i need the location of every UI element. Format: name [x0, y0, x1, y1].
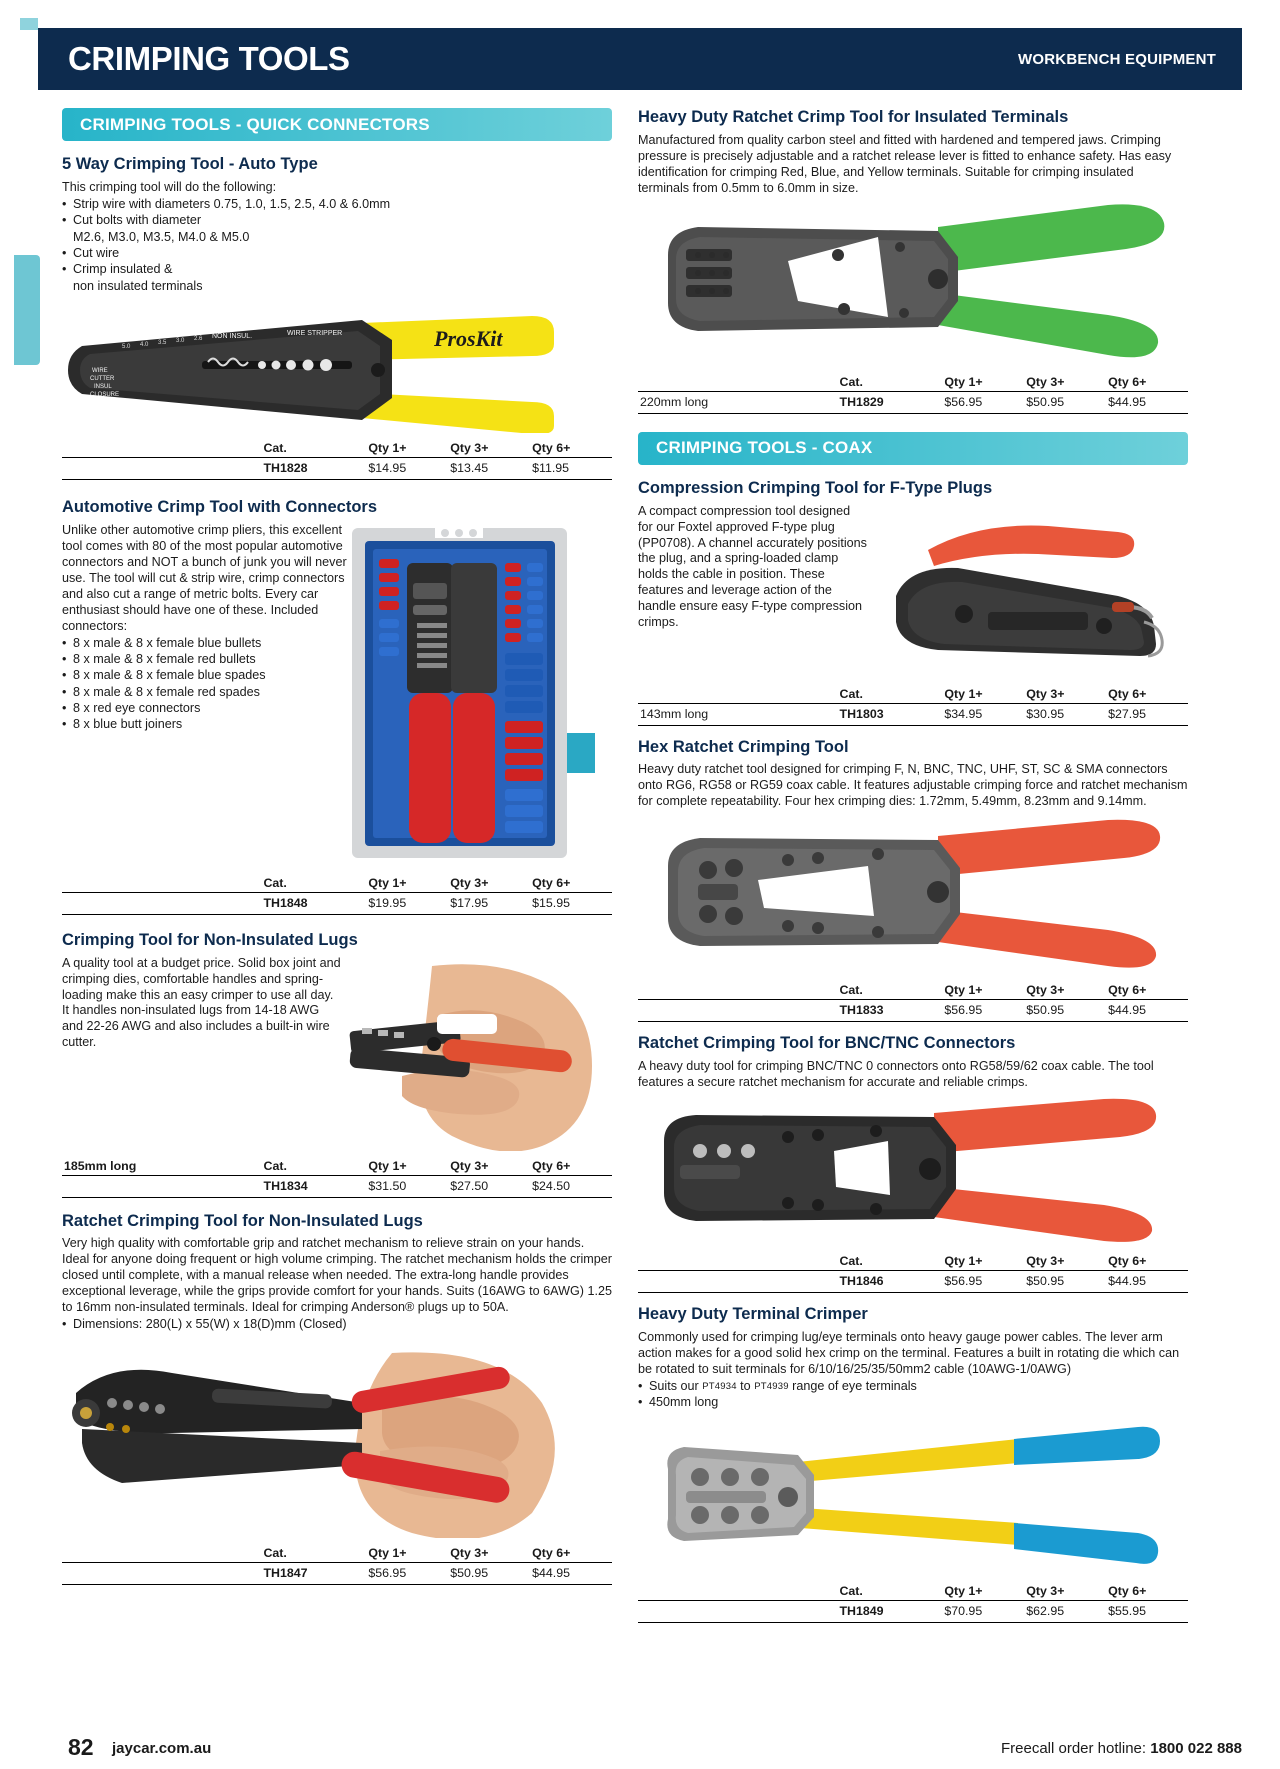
th-cat: Cat. — [261, 874, 366, 893]
page-footer — [0, 1717, 1280, 1769]
th-qty1: Qty 1+ — [366, 1157, 448, 1176]
row-note: 143mm long — [638, 703, 838, 725]
svg-text:ProsKit: ProsKit — [434, 325, 503, 351]
price-table-hex-ratchet — [638, 981, 1188, 1022]
bullet-item: • Cut wire — [62, 245, 612, 261]
bullet-subline: M2.6, M3.0, M3.5, M4.0 & M5.0 — [73, 229, 250, 244]
row-qty1: $14.95 — [366, 457, 448, 479]
row-cat: TH1849 — [837, 1600, 942, 1622]
bullet-item: • 8 x male & 8 x female blue bullets — [62, 635, 347, 651]
th-qty6: Qty 6+ — [1106, 981, 1188, 1000]
product-image-ratchet-non-insulated — [62, 1333, 612, 1538]
header-category: WORKBENCH EQUIPMENT — [1018, 50, 1216, 68]
bullet-item: • Cut bolts with diameter — [62, 212, 612, 228]
section-quick-connectors: CRIMPING TOOLS - QUICK CONNECTORS — [62, 108, 612, 141]
svg-text:3.5: 3.5 — [158, 339, 167, 346]
table-row — [638, 703, 1188, 725]
product-compression-f — [638, 479, 1188, 726]
row-qty3: $50.95 — [1024, 1000, 1106, 1022]
svg-text:WIRE: WIRE — [92, 367, 108, 374]
row-note — [638, 1600, 837, 1622]
hotline-number: 1800 022 888 — [1150, 1740, 1242, 1757]
product-hex-ratchet — [638, 738, 1188, 1023]
side-tab — [14, 255, 40, 365]
right-column — [638, 108, 1188, 1623]
svg-text:CUTTER: CUTTER — [90, 375, 115, 382]
product-desc: A heavy duty tool for crimping BNC/TNC 0 connectors onto RG58/59/62 coax cable. The tool features a secure ratchet mechanism for accurate and reliable crimps. — [638, 1059, 1154, 1090]
th-qty3: Qty 3+ — [448, 874, 530, 893]
product-title: Heavy Duty Ratchet Crimp Tool for Insulated Terminals — [638, 108, 1069, 126]
product-image-non-insulated — [342, 956, 612, 1151]
product-bullets — [62, 1316, 612, 1332]
product-image-hex-ratchet — [638, 810, 1188, 975]
th-qty1: Qty 1+ — [942, 373, 1024, 392]
bullet-prefix: Suits our — [649, 1378, 703, 1393]
row-qty6: $44.95 — [1106, 1000, 1188, 1022]
bullet-item-suits — [638, 1378, 1188, 1394]
row-cat: TH1828 — [261, 457, 366, 479]
row-qty3: $50.95 — [1024, 1271, 1106, 1293]
row-cat: TH1829 — [838, 391, 943, 413]
section-coax: CRIMPING TOOLS - COAX — [638, 432, 1188, 465]
row-qty3: $50.95 — [448, 1562, 530, 1584]
product-heavy-terminal — [638, 1305, 1188, 1622]
row-qty3: $50.95 — [1024, 391, 1106, 413]
product-ratchet-non-insulated — [62, 1212, 612, 1585]
price-table-automotive — [62, 874, 612, 915]
product-image-automotive — [347, 523, 612, 868]
table-row — [638, 1000, 1188, 1022]
row-cat: TH1847 — [261, 1562, 366, 1584]
th-qty6: Qty 6+ — [530, 1544, 612, 1563]
bullet-item: • 450mm long — [638, 1394, 1188, 1410]
bullet-subline-2: non insulated terminals — [73, 278, 203, 293]
product-title: Hex Ratchet Crimping Tool — [638, 737, 849, 756]
row-cat: TH1848 — [261, 892, 366, 914]
table-row — [62, 1562, 612, 1584]
page-title: CRIMPING TOOLS — [68, 40, 350, 77]
product-image-bnc-tnc — [638, 1091, 1188, 1246]
row-qty6: $44.95 — [1106, 1271, 1188, 1293]
th-note — [638, 1252, 837, 1271]
th-note — [638, 685, 838, 704]
cat-ref-2: PT4939 — [754, 1380, 789, 1392]
row-note — [62, 892, 261, 914]
row-qty3: $62.95 — [1024, 1600, 1106, 1622]
row-cat: TH1834 — [262, 1175, 367, 1197]
product-desc: Unlike other automotive crimp pliers, this excellent tool comes with 80 of the most popular automotive connectors and NOT a bunch of junk you will never use. The tool will cut & strip wire, crimp connectors and also cut a range of metric bolts. Every car enthusiast should have one of these. Included connectors: — [62, 522, 347, 633]
th-qty3: Qty 3+ — [448, 439, 530, 458]
th-qty3: Qty 3+ — [1024, 1252, 1106, 1271]
product-desc: A compact compression tool designed for our Foxtel approved F-type plug (PP0708). A channel accurately positions the plug, and a spring-loaded clamp holds the cable in position. These features and leverage action of the handle ensure easy F-type compression crimps. — [638, 503, 867, 630]
product-bullets — [62, 196, 612, 229]
left-column — [62, 108, 612, 1585]
th-cat: Cat. — [837, 981, 942, 1000]
bullet-item: • 8 x male & 8 x female red spades — [62, 684, 347, 700]
price-table-bnc-tnc — [638, 1252, 1188, 1293]
th-qty6: Qty 6+ — [1106, 1582, 1188, 1601]
row-qty6: $24.50 — [530, 1175, 612, 1197]
product-title: Heavy Duty Terminal Crimper — [638, 1305, 868, 1324]
svg-text:INSUL: INSUL — [94, 383, 112, 390]
table-row — [638, 391, 1188, 413]
th-qty1: Qty 1+ — [366, 874, 448, 893]
th-qty1: Qty 1+ — [366, 1544, 448, 1563]
page-header — [38, 28, 1242, 90]
th-qty3: Qty 3+ — [1024, 373, 1106, 392]
row-note — [638, 1271, 837, 1293]
cat-ref-1: PT4934 — [702, 1380, 737, 1392]
table-note — [62, 874, 261, 893]
product-title: Automotive Crimp Tool with Connectors — [62, 497, 378, 516]
table-row — [638, 1271, 1188, 1293]
bullet-item: • 8 x blue butt joiners — [62, 716, 347, 732]
bullet-item: • 8 x male & 8 x female red bullets — [62, 651, 347, 667]
product-image-compression-f — [868, 504, 1188, 679]
row-qty3: $17.95 — [448, 892, 530, 914]
price-table-five-way — [62, 439, 612, 480]
th-qty6: Qty 6+ — [530, 874, 612, 893]
product-non-insulated — [62, 931, 612, 1198]
row-note — [638, 1000, 837, 1022]
row-qty1: $34.95 — [942, 703, 1024, 725]
product-desc: Heavy duty ratchet tool designed for crimping F, N, BNC, TNC, UHF, ST, SC & SMA connectors onto RG6, RG58 or RG59 coax cable. It features adjustable crimping force and ratchet mechanism for complete repeatability. Four hex crimping dies: 1.72mm, 5.49mm, 8.23mm and 9.14mm. — [638, 762, 1188, 809]
th-cat: Cat. — [262, 1157, 367, 1176]
row-qty3: $30.95 — [1024, 703, 1106, 725]
row-note — [62, 1175, 262, 1197]
th-qty3: Qty 3+ — [448, 1544, 530, 1563]
row-qty3: $13.45 — [448, 457, 530, 479]
hotline — [1001, 1740, 1242, 1757]
row-qty6: $15.95 — [530, 892, 612, 914]
product-title: Ratchet Crimping Tool for BNC/TNC Connectors — [638, 1034, 1016, 1053]
website-url: jaycar.com.au — [112, 1740, 212, 1757]
row-qty3: $27.50 — [448, 1175, 530, 1197]
th-qty1: Qty 1+ — [366, 439, 448, 458]
row-qty6: $44.95 — [1106, 391, 1188, 413]
row-note — [62, 457, 261, 479]
th-qty6: Qty 6+ — [1106, 685, 1188, 704]
row-qty1: $56.95 — [366, 1562, 448, 1584]
th-qty3: Qty 3+ — [1024, 981, 1106, 1000]
table-row — [62, 457, 612, 479]
bullet-item: • Dimensions: 280(L) x 55(W) x 18(D)mm (Closed) — [62, 1316, 612, 1332]
svg-text:5.0: 5.0 — [122, 343, 131, 350]
product-title: Crimping Tool for Non-Insulated Lugs — [62, 930, 358, 949]
product-heavy-duty-ratchet — [638, 108, 1188, 414]
row-qty1: $70.95 — [942, 1600, 1024, 1622]
product-desc: Very high quality with comfortable grip and ratchet mechanism to relieve strain on your hands. Ideal for anyone doing frequent or high volume crimping. The ratchet mechanism holds the crimper closed until complete, with a manual release when needed. The extra-long handle provides exceptional leverage, while the grips provide comfort for your hands. Suits (16AWG to 6AWG) 1.25 to 16mm non-insulated terminals. Ideal for crimping Anderson® plugs up to 50A. — [62, 1236, 612, 1315]
bullet-mid: to — [736, 1378, 755, 1393]
th-qty3: Qty 3+ — [448, 1157, 530, 1176]
bullet-suffix: range of eye terminals — [788, 1378, 917, 1393]
th-qty3: Qty 3+ — [1024, 685, 1106, 704]
row-note: 220mm long — [638, 391, 838, 413]
row-qty1: $56.95 — [942, 391, 1024, 413]
hotline-label: Freecall order hotline: — [1000, 1740, 1147, 1757]
svg-text:2.6: 2.6 — [194, 335, 203, 342]
bullet-item: • Strip wire with diameters 0.75, 1.0, 1.5, 2.5, 4.0 & 6.0mm — [62, 196, 612, 212]
row-qty1: $56.95 — [942, 1271, 1024, 1293]
product-bullets — [638, 1378, 1188, 1411]
row-qty6: $55.95 — [1106, 1600, 1188, 1622]
product-bullets-2 — [62, 245, 612, 278]
price-table-non-insulated — [62, 1157, 612, 1198]
page-number: 82 — [68, 1734, 94, 1760]
th-cat: Cat. — [838, 373, 943, 392]
product-title: Compression Crimping Tool for F-Type Plugs — [638, 478, 993, 497]
price-table-heavy-duty-ratchet — [638, 373, 1188, 414]
table-row — [62, 892, 612, 914]
price-table-ratchet-non-insulated — [62, 1544, 612, 1585]
price-table-heavy-terminal — [638, 1582, 1188, 1623]
svg-text:CLOSURE: CLOSURE — [90, 391, 120, 398]
product-title: Ratchet Crimping Tool for Non-Insulated Lugs — [62, 1211, 423, 1230]
product-five-way — [62, 155, 612, 480]
row-qty1: $56.95 — [942, 1000, 1024, 1022]
bullet-item: • Crimp insulated & — [62, 261, 612, 277]
row-qty1: $31.50 — [366, 1175, 448, 1197]
row-cat: TH1803 — [838, 703, 943, 725]
svg-text:WIRE STRIPPER: WIRE STRIPPER — [287, 329, 343, 337]
product-automotive — [62, 498, 612, 915]
product-intro: This crimping tool will do the following: — [62, 179, 277, 194]
svg-text:3.0: 3.0 — [176, 337, 185, 344]
row-cat: TH1846 — [837, 1271, 942, 1293]
th-note — [638, 1582, 837, 1601]
product-bnc-tnc — [638, 1034, 1188, 1293]
th-cat: Cat. — [261, 1544, 366, 1563]
th-qty3: Qty 3+ — [1024, 1582, 1106, 1601]
product-desc: Manufactured from quality carbon steel and fitted with hardened and tempered jaws. Crimping pressure is precisely adjustable and a ratchet release lever is fitted to enhance safety. Has easy identification for crimping Red, Blue, and Yellow terminals. Suitable for crimping insulated terminals from 0.5mm to 6.0mm in size. — [638, 132, 1172, 195]
table-note — [62, 439, 261, 458]
product-bullets — [62, 635, 347, 733]
th-cat: Cat. — [838, 685, 943, 704]
table-note — [62, 1544, 261, 1563]
product-title: 5 Way Crimping Tool - Auto Type — [62, 155, 318, 173]
th-qty6: Qty 6+ — [1106, 373, 1188, 392]
bullet-item: • 8 x male & 8 x female blue spades — [62, 667, 347, 683]
th-qty1: Qty 1+ — [942, 685, 1024, 704]
price-table-compression-f — [638, 685, 1188, 726]
row-qty6: $44.95 — [530, 1562, 612, 1584]
svg-text:4.0: 4.0 — [140, 341, 149, 348]
product-image-heavy-terminal — [638, 1411, 1188, 1576]
th-qty6: Qty 6+ — [530, 439, 612, 458]
table-note: 185mm long — [62, 1157, 262, 1176]
corner-tab — [20, 18, 38, 30]
table-row — [638, 1600, 1188, 1622]
th-qty6: Qty 6+ — [530, 1157, 612, 1176]
product-image-five-way — [62, 298, 612, 433]
th-qty6: Qty 6+ — [1106, 1252, 1188, 1271]
bullet-item: • 8 x red eye connectors — [62, 700, 347, 716]
product-desc: Commonly used for crimping lug/eye terminals onto heavy gauge power cables. The lever arm action makes for a good solid hex crimp on the terminal. Features a built in rotating die which can be rotated to suit terminals for 6/10/16/25/35/50mm2 cable (10AWG-1/0AWG) — [638, 1329, 1180, 1376]
row-note — [62, 1562, 261, 1584]
table-row — [62, 1175, 612, 1197]
th-qty1: Qty 1+ — [942, 1252, 1024, 1271]
th-note — [638, 373, 838, 392]
th-cat: Cat. — [837, 1252, 942, 1271]
product-desc: A quality tool at a budget price. Solid box joint and crimping dies, comfortable handles and spring-loading make this an easy crimper to use all day. It handles non-insulated lugs from 14-18 AWG and 22-26 AWG and also includes a built-in wire cutter. — [62, 955, 341, 1050]
svg-text:NON INSUL.: NON INSUL. — [212, 332, 253, 340]
row-qty6: $11.95 — [530, 457, 612, 479]
th-cat: Cat. — [261, 439, 366, 458]
th-qty1: Qty 1+ — [942, 1582, 1024, 1601]
row-qty1: $19.95 — [366, 892, 448, 914]
row-qty6: $27.95 — [1106, 703, 1188, 725]
th-note — [638, 981, 837, 1000]
product-image-heavy-duty-ratchet — [638, 197, 1188, 367]
row-cat: TH1833 — [837, 1000, 942, 1022]
th-cat: Cat. — [837, 1582, 942, 1601]
th-qty1: Qty 1+ — [942, 981, 1024, 1000]
